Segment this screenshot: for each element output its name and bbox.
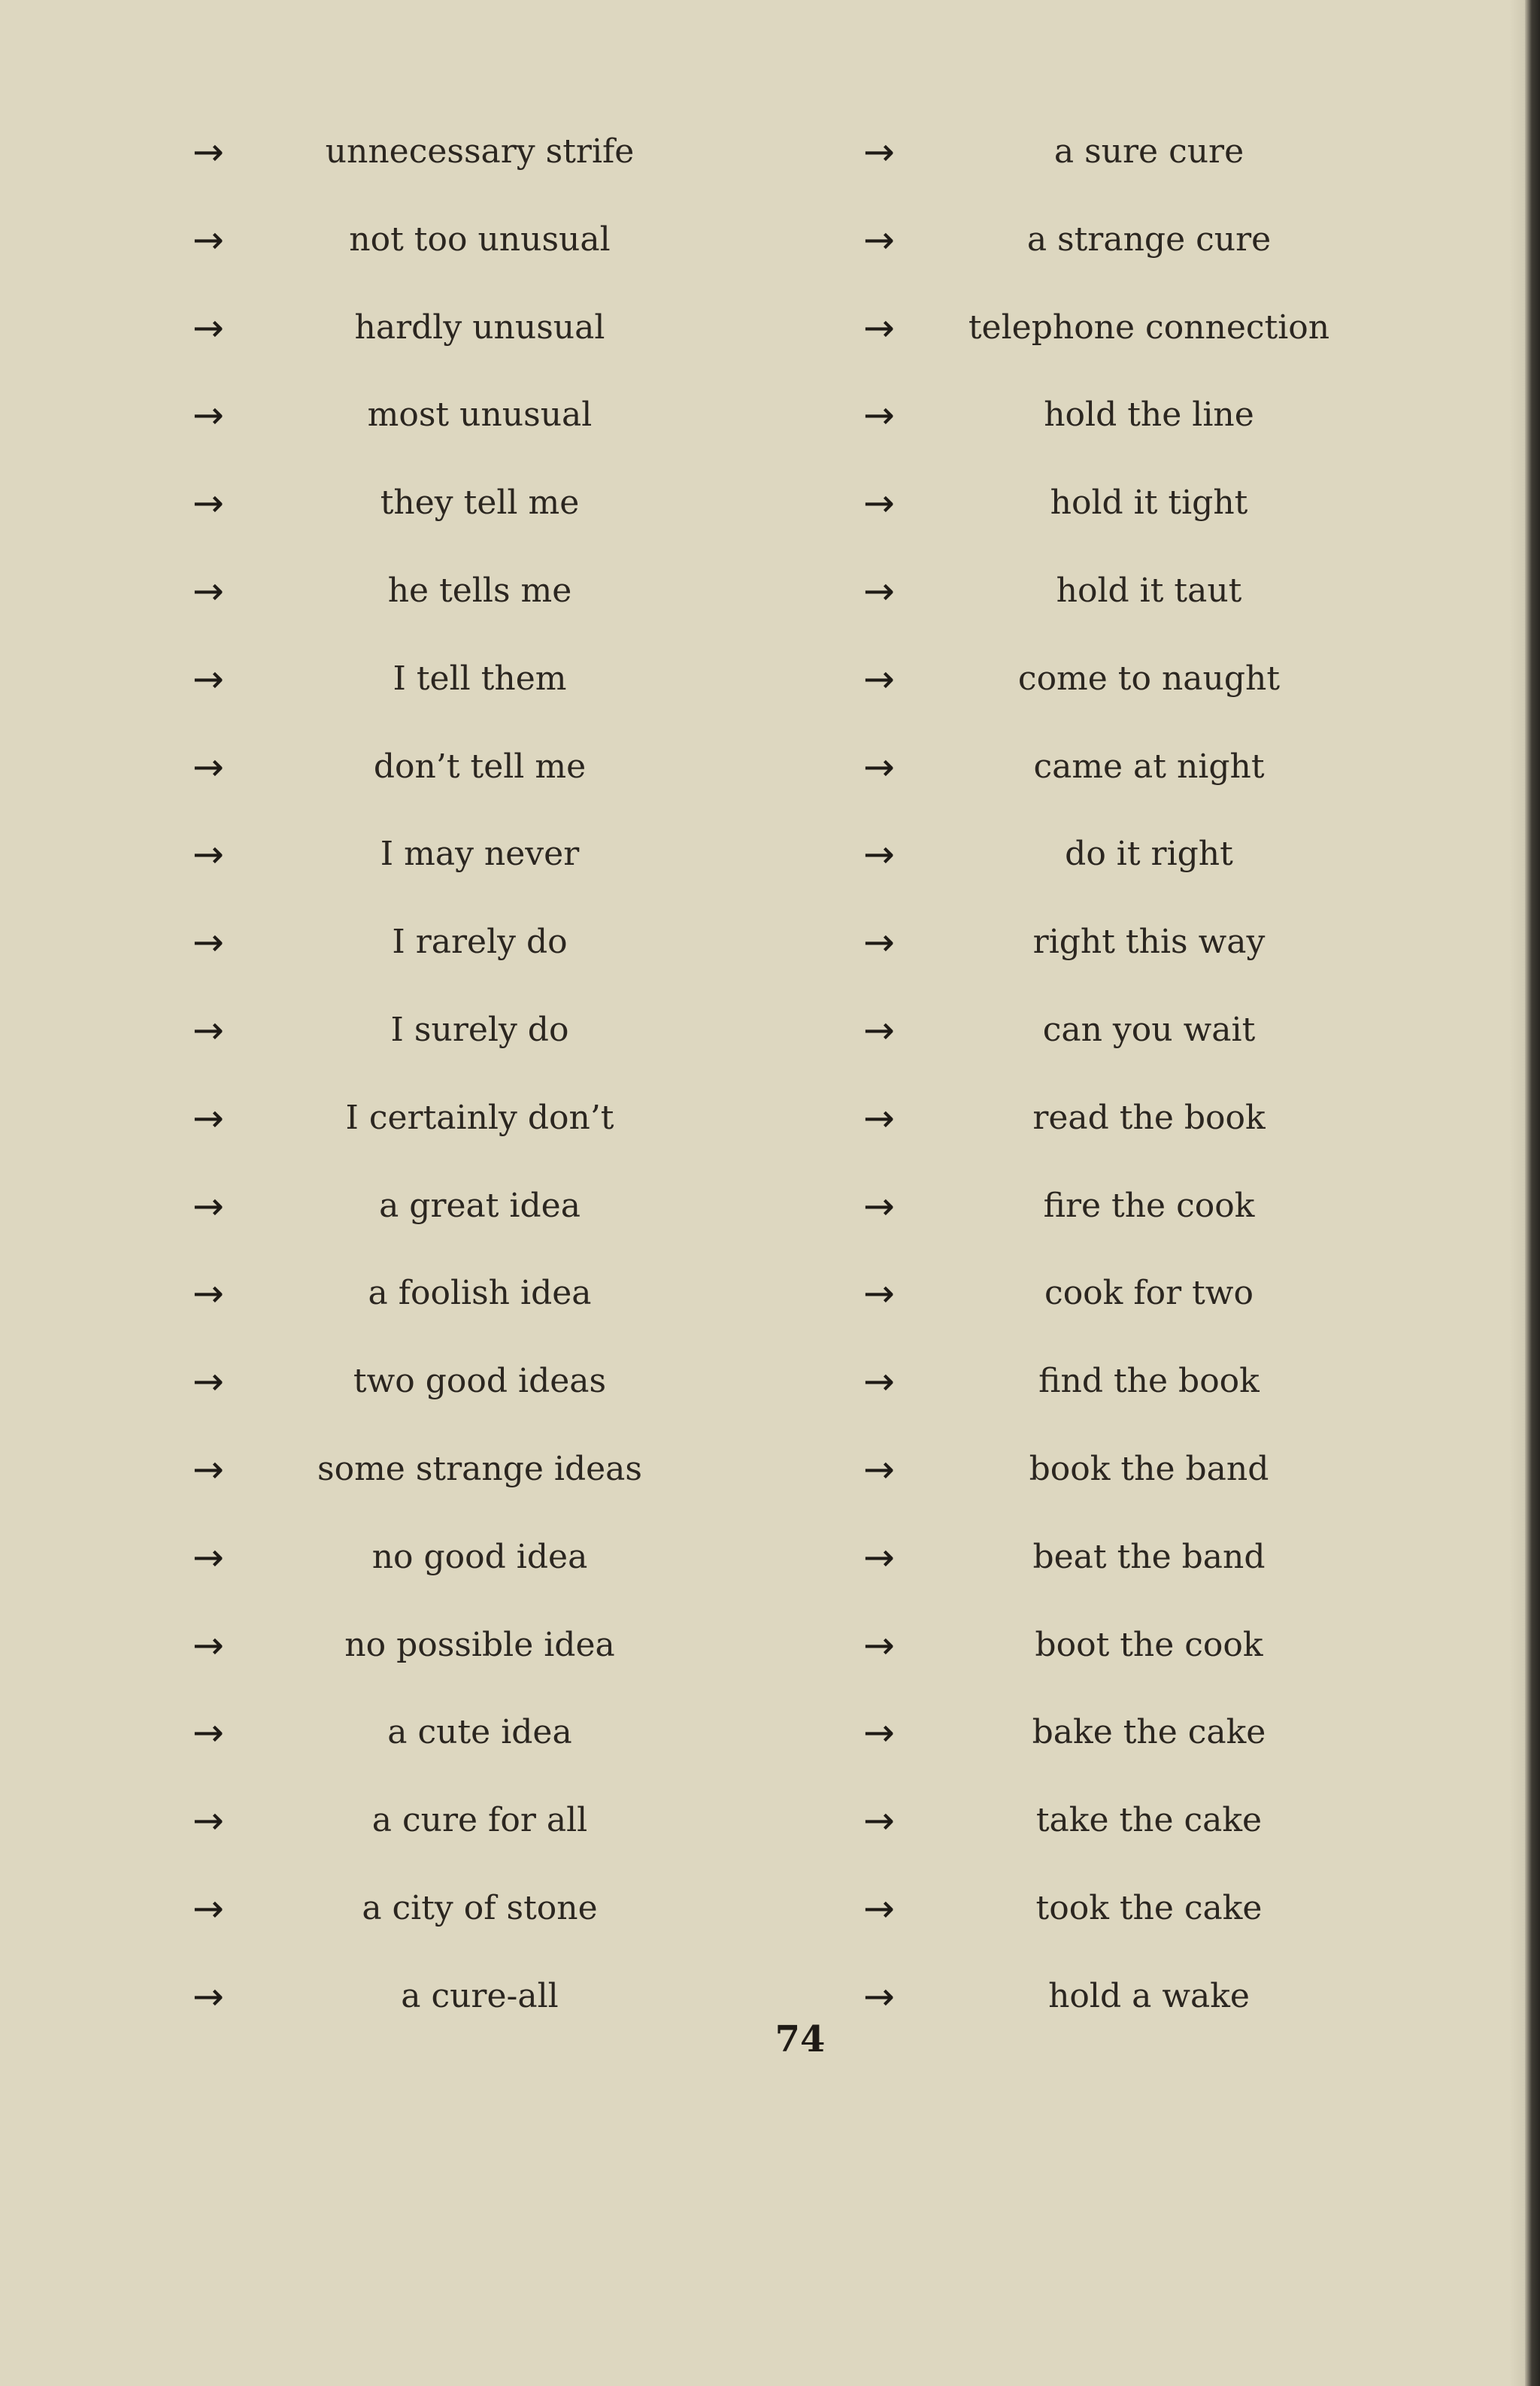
right-list-item [0,385,1540,445]
right-phrase: find the book [1038,1362,1260,1400]
arrow-right-icon: → [863,745,895,789]
left-phrase: a cure for all [371,1801,588,1839]
left-phrase: he tells me [387,571,572,610]
right-phrase: fire the cook [1043,1187,1255,1225]
right-phrase: took the cake [1035,1889,1263,1927]
arrow-right-icon: → [863,481,895,525]
arrow-right-icon: → [192,1624,224,1667]
arrow-right-icon: → [192,569,224,613]
right-phrase: beat the band [1032,1538,1266,1576]
right-list-item [0,1000,1540,1060]
left-phrase: I tell them [393,659,567,698]
arrow-right-icon: → [192,1184,224,1228]
right-phrase: right this way [1032,923,1266,961]
right-list-item [0,1439,1540,1499]
left-phrase: most unusual [367,396,593,434]
right-phrase: do it right [1065,835,1233,873]
left-phrase: unnecessary strife [325,132,635,171]
arrow-right-icon: → [863,1799,895,1842]
arrow-right-icon: → [192,745,224,789]
right-list-item [0,1351,1540,1411]
right-list-item [0,649,1540,709]
arrow-right-icon: → [192,1536,224,1579]
right-phrase: read the book [1032,1099,1266,1137]
right-list-item [0,912,1540,972]
arrow-right-icon: → [192,657,224,701]
left-phrase: I surely do [390,1011,569,1049]
left-phrase: a city of stone [362,1889,598,1927]
left-phrase: they tell me [380,484,580,522]
arrow-right-icon: → [192,1975,224,2018]
arrow-right-icon: → [192,1360,224,1403]
arrow-right-icon: → [863,1711,895,1754]
right-phrase: bake the cake [1032,1713,1266,1751]
arrow-right-icon: → [863,393,895,437]
right-list-item [0,210,1540,270]
right-phrase: boot the cook [1035,1626,1263,1664]
left-phrase: I certainly don’t [345,1099,614,1137]
left-phrase: two good ideas [353,1362,607,1400]
right-phrase: hold a wake [1048,1977,1250,2015]
right-list-item [0,1527,1540,1587]
right-list-item [0,1790,1540,1851]
left-phrase: a cute idea [387,1713,572,1751]
arrow-right-icon: → [863,1448,895,1491]
left-phrase: some strange ideas [317,1450,642,1488]
left-phrase: a cure-all [401,1977,559,2015]
right-phrase: hold the line [1044,396,1254,434]
arrow-right-icon: → [863,1360,895,1403]
arrow-right-icon: → [192,306,224,350]
arrow-right-icon: → [863,1536,895,1579]
right-list-item [0,824,1540,884]
arrow-right-icon: → [863,1272,895,1315]
right-phrase: take the cake [1035,1801,1263,1839]
right-list-item [0,1176,1540,1236]
arrow-right-icon: → [863,1184,895,1228]
right-list-item [0,1702,1540,1763]
arrow-right-icon: → [192,1799,224,1842]
page-number: 74 [775,2018,826,2060]
left-phrase: I may never [380,835,580,873]
arrow-right-icon: → [192,920,224,964]
right-phrase: a strange cure [1026,220,1272,259]
arrow-right-icon: → [863,1096,895,1140]
right-list-item [0,1878,1540,1939]
arrow-right-icon: → [192,1008,224,1052]
right-phrase: came at night [1033,747,1265,786]
arrow-right-icon: → [863,218,895,262]
right-phrase: hold it tight [1050,484,1248,522]
right-phrase: book the band [1029,1450,1269,1488]
arrow-right-icon: → [863,1975,895,2018]
right-phrase: cook for two [1044,1274,1254,1312]
right-list-item [0,473,1540,533]
right-list-item [0,298,1540,358]
arrow-right-icon: → [863,1887,895,1930]
arrow-right-icon: → [863,920,895,964]
arrow-right-icon: → [192,1448,224,1491]
right-phrase: telephone connection [968,308,1330,347]
left-phrase: I rarely do [392,923,568,961]
arrow-right-icon: → [192,832,224,876]
left-phrase: hardly unusual [354,308,605,347]
right-list-item [0,561,1540,621]
left-phrase: not too unusual [349,220,611,259]
arrow-right-icon: → [192,481,224,525]
left-phrase: no possible idea [344,1626,615,1664]
arrow-right-icon: → [863,569,895,613]
arrow-right-icon: → [192,1096,224,1140]
arrow-right-icon: → [192,130,224,174]
right-phrase: can you wait [1042,1011,1256,1049]
right-phrase: a sure cure [1053,132,1244,171]
right-list-item [0,1088,1540,1148]
arrow-right-icon: → [192,1272,224,1315]
arrow-right-icon: → [192,1887,224,1930]
arrow-right-icon: → [863,1624,895,1667]
arrow-right-icon: → [863,832,895,876]
right-phrase: come to naught [1017,659,1281,698]
arrow-right-icon: → [863,657,895,701]
arrow-right-icon: → [863,130,895,174]
arrow-right-icon: → [192,393,224,437]
right-list-item [0,1263,1540,1323]
arrow-right-icon: → [192,1711,224,1754]
right-list-item [0,737,1540,797]
left-phrase: no good idea [371,1538,588,1576]
arrow-right-icon: → [863,306,895,350]
left-phrase: don’t tell me [373,747,587,786]
right-phrase: hold it taut [1056,571,1242,610]
right-list-item [0,1615,1540,1675]
arrow-right-icon: → [863,1008,895,1052]
right-list-item [0,122,1540,182]
left-phrase: a foolish idea [368,1274,592,1312]
arrow-right-icon: → [192,218,224,262]
left-phrase: a great idea [379,1187,581,1225]
